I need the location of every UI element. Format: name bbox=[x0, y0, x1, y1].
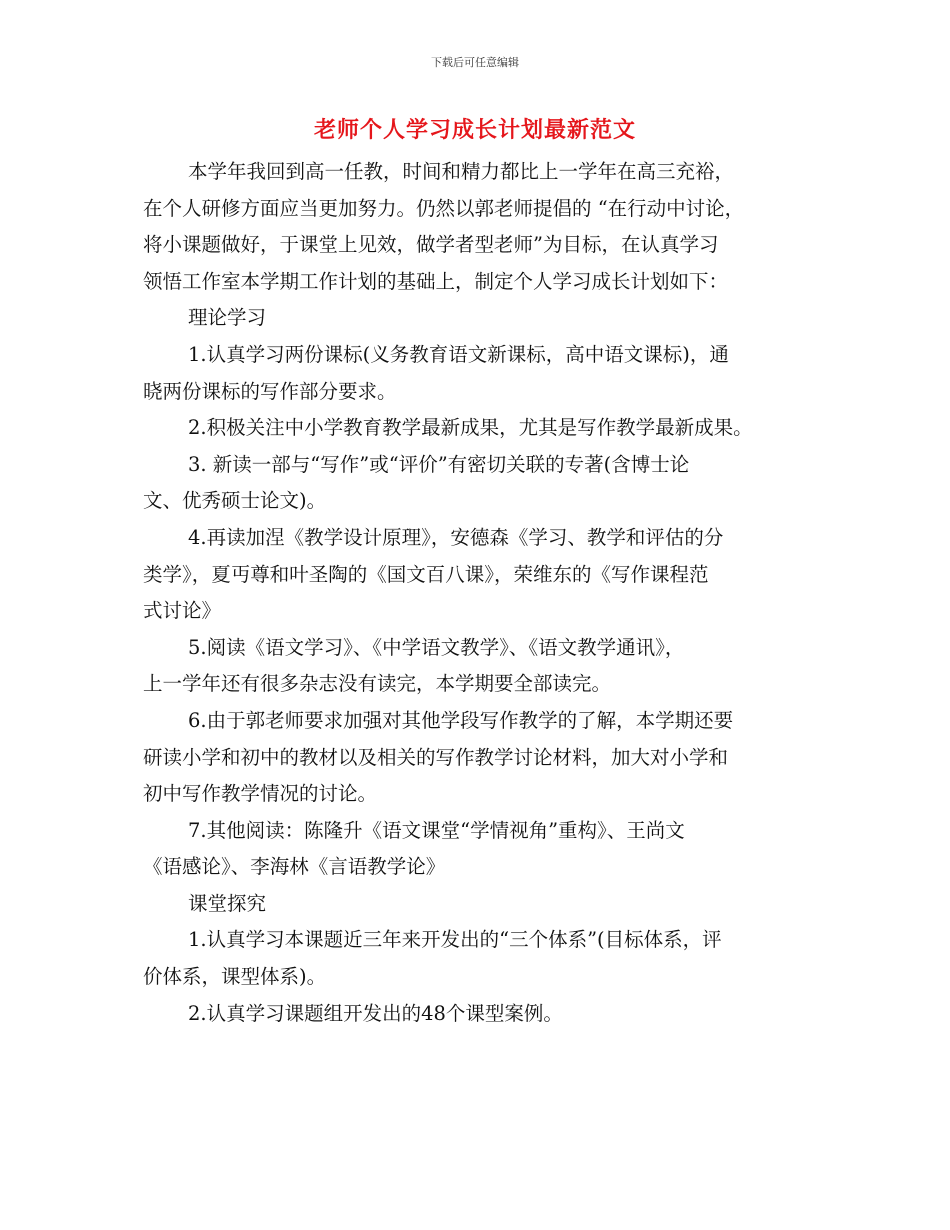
paragraph-line: 2.认真学习课题组开发出的48个课型案例。 bbox=[188, 1001, 563, 1025]
paragraph-line: 5.阅读《语文学习》、《中学语文教学》、《语文教学通讯》， bbox=[188, 635, 685, 659]
paragraph-line: 3. 新读一部与“写作”或“评价”有密切关联的专著(含博士论 bbox=[188, 452, 690, 476]
paragraph bbox=[143, 996, 815, 1033]
paragraph bbox=[143, 922, 815, 995]
paragraph bbox=[143, 447, 815, 520]
paragraph-line: 上一学年还有很多杂志没有读完，本学期要全部读完。 bbox=[143, 672, 612, 696]
paragraph-line: 课堂探究 bbox=[188, 891, 267, 915]
paragraph-line: 1.认真学习本课题近三年来开发出的“三个体系”(目标体系，评 bbox=[188, 928, 722, 952]
paragraph-line: 将小课题做好，于课堂上见效，做学者型老师”为目标，在认真学习 bbox=[143, 233, 719, 257]
paragraph-line: 领悟工作室本学期工作计划的基础上，制定个人学习成长计划如下： bbox=[143, 269, 729, 293]
paragraph-line: 理论学习 bbox=[188, 306, 267, 330]
paragraph-line: 晓两份课标的写作部分要求。 bbox=[143, 379, 397, 403]
document-body bbox=[143, 154, 815, 1032]
paragraph-line: 式讨论》 bbox=[143, 599, 222, 623]
paragraph bbox=[143, 300, 815, 337]
paragraph bbox=[143, 886, 815, 923]
paragraph-line: 价体系，课型体系)。 bbox=[143, 965, 327, 989]
paragraph bbox=[143, 520, 815, 630]
paragraph bbox=[143, 813, 815, 886]
paragraph bbox=[143, 154, 815, 300]
paragraph-line: 4.再读加涅《教学设计原理》，安德森《学习、教学和评估的分 bbox=[188, 525, 724, 549]
paragraph-line: 类学》，夏丏尊和叶圣陶的《国文百八课》，荣维东的《写作课程范 bbox=[143, 562, 709, 586]
paragraph-line: 研读小学和初中的教材以及相关的写作教学讨论材料，加大对小学和 bbox=[143, 745, 729, 769]
paragraph bbox=[143, 703, 815, 813]
paragraph bbox=[143, 410, 815, 447]
document-title: 老师个人学习成长计划最新范文 bbox=[313, 117, 636, 143]
paragraph-line: 初中写作教学情况的讨论。 bbox=[143, 782, 378, 806]
paragraph-line: 在个人研修方面应当更加努力。仍然以郭老师提倡的 “在行动中讨论， bbox=[143, 196, 745, 220]
paragraph-line: 1.认真学习两份课标(义务教育语文新课标，高中语文课标)，通 bbox=[188, 342, 729, 366]
paragraph-line: 2.积极关注中小学教育教学最新成果，尤其是写作教学最新成果。 bbox=[188, 416, 753, 440]
paragraph-line: 6.由于郭老师要求加强对其他学段写作教学的了解，本学期还要 bbox=[188, 708, 734, 732]
paragraph bbox=[143, 337, 815, 410]
paragraph-line: 文、优秀硕士论文)。 bbox=[143, 489, 327, 513]
paragraph bbox=[143, 630, 815, 703]
page-header-note: 下载后可任意编辑 bbox=[431, 56, 519, 69]
paragraph-line: 本学年我回到高一任教，时间和精力都比上一学年在高三充裕， bbox=[188, 160, 735, 183]
paragraph-line: 《语感论》、李海林《言语教学论》 bbox=[143, 855, 446, 879]
paragraph-line: 7.其他阅读：陈隆升《语文课堂“学情视角”重构》、王尚文 bbox=[188, 818, 685, 842]
